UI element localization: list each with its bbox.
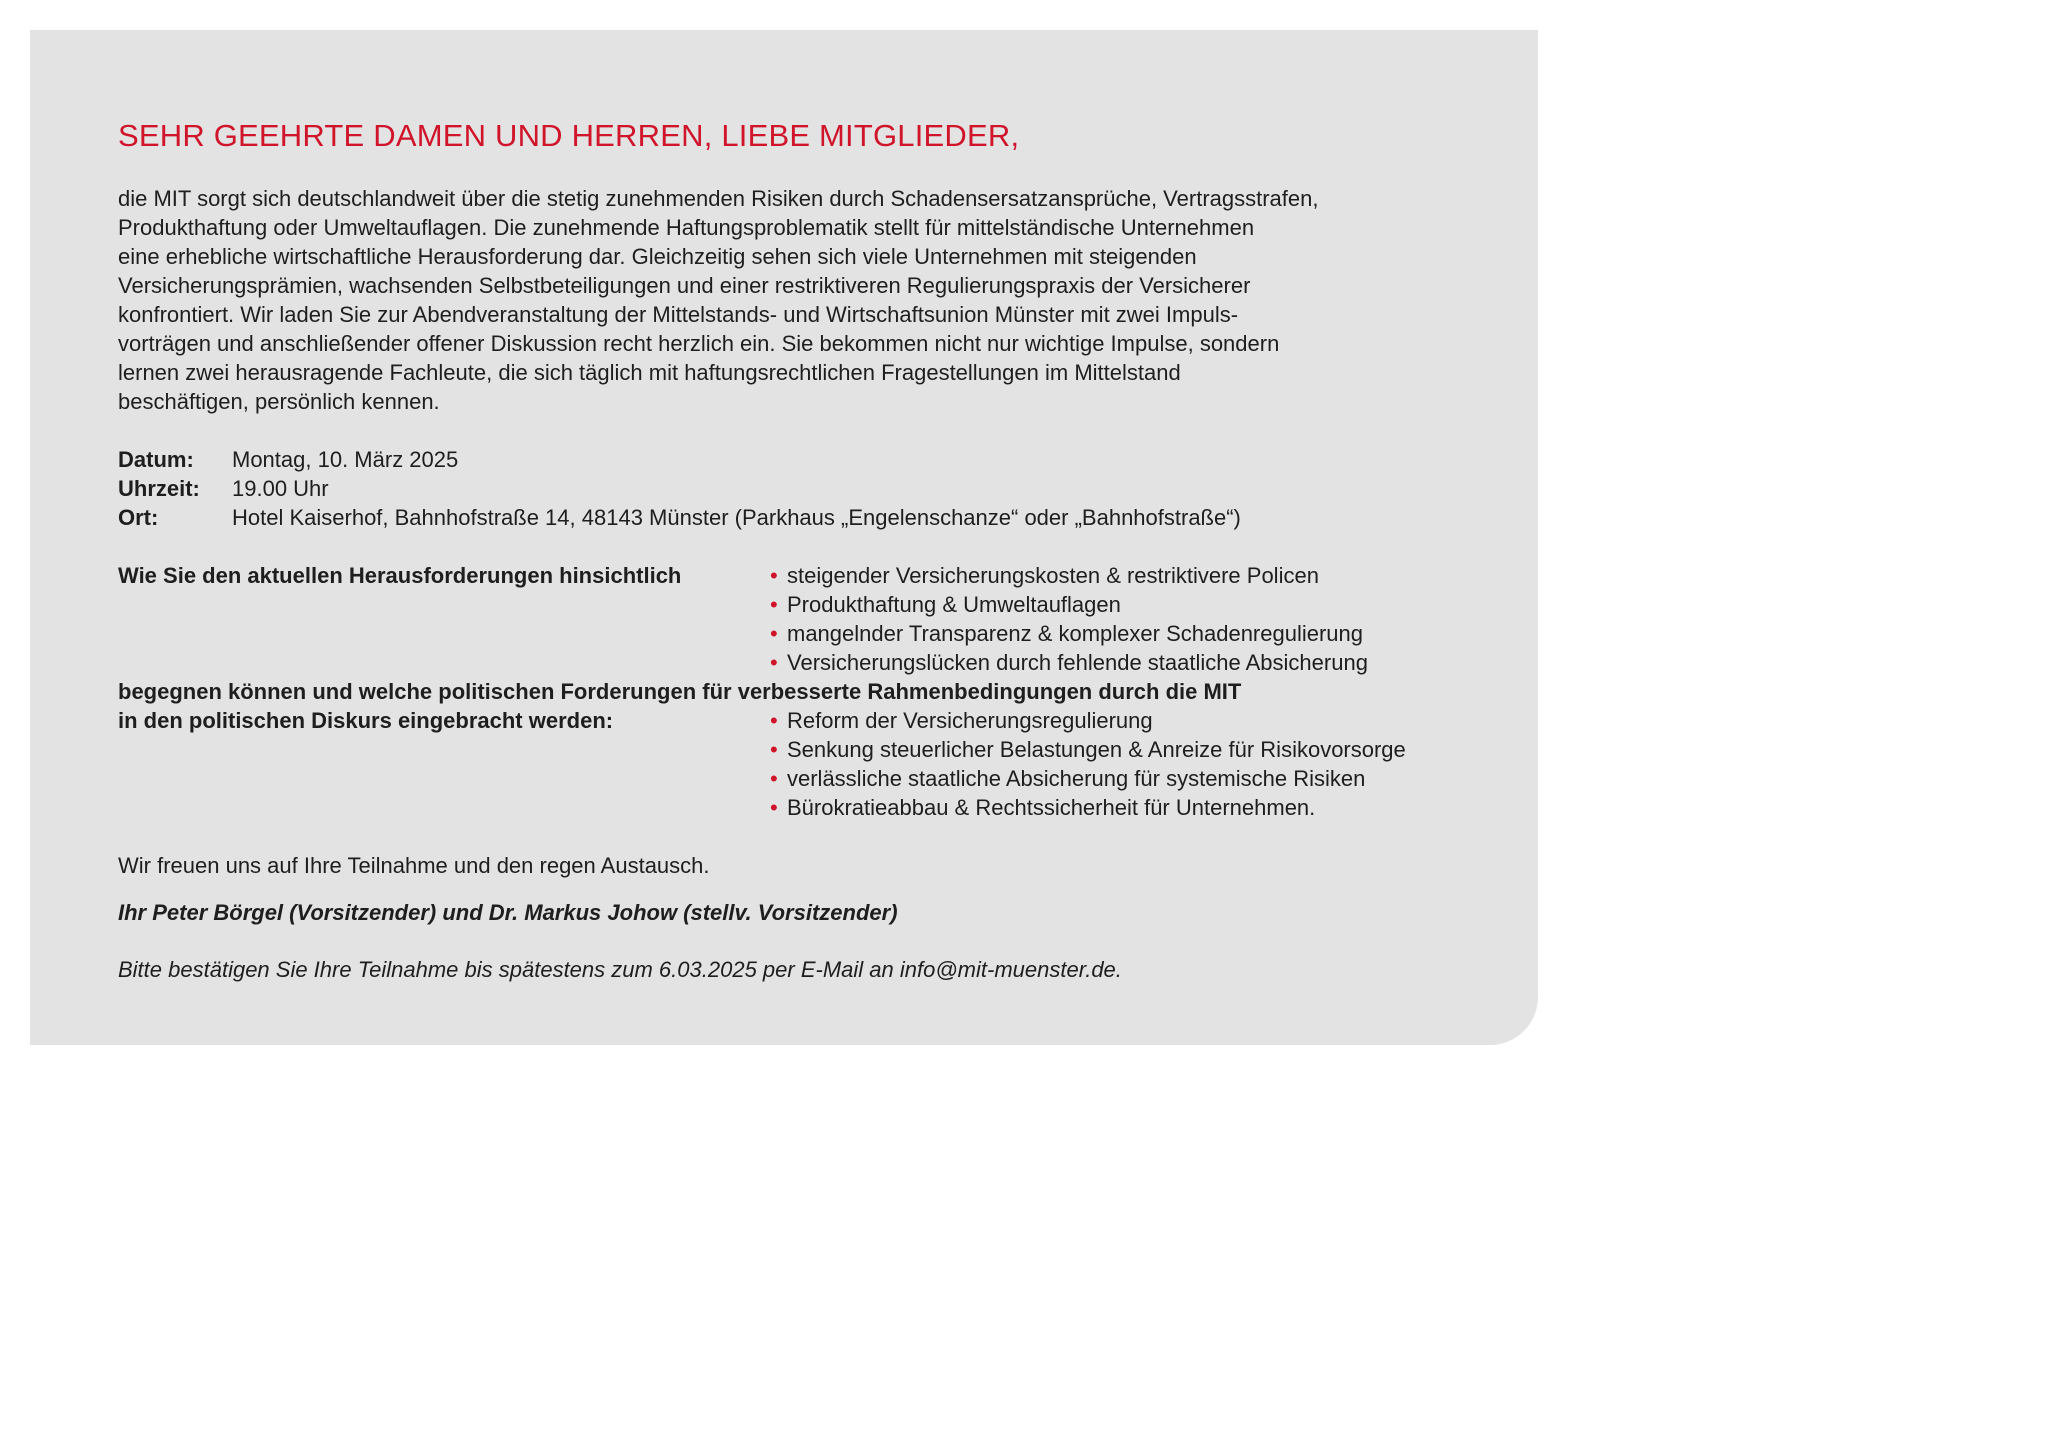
demands-lead-line1: begegnen können und welche politischen Forderungen für verbesserte Rahmenbedingungen durch die MIT bbox=[118, 679, 1242, 704]
intro-line: Produkthaftung oder Umweltauflagen. Die zunehmende Haftungsproblematik stellt für mittelständische Unternehmen bbox=[118, 215, 1255, 240]
bullet-icon: • bbox=[770, 563, 778, 588]
intro-line: beschäftigen, persönlich kennen. bbox=[118, 389, 440, 414]
challenge-item-text: mangelnder Transparenz & komplexer Schadenregulierung bbox=[787, 621, 1364, 646]
demand-item-text: verlässliche staatliche Absicherung für systemische Risiken bbox=[787, 766, 1366, 791]
challenge-item bbox=[770, 648, 1368, 677]
intro-line: eine erhebliche wirtschaftliche Herausforderung dar. Gleichzeitig sehen sich viele Unternehmen mit steigenden bbox=[118, 244, 1197, 269]
event-time-label: Uhrzeit: bbox=[118, 476, 200, 501]
demand-item bbox=[770, 735, 1406, 764]
demands-lead-line2: in den politischen Diskurs eingebracht werden: bbox=[118, 708, 614, 733]
bullet-icon: • bbox=[770, 592, 778, 617]
bullet-icon: • bbox=[770, 650, 778, 675]
intro-line: Versicherungsprämien, wachsenden Selbstbeteiligungen und einer restriktiveren Regulierungspraxis der Versicherer bbox=[118, 273, 1251, 298]
demand-item bbox=[770, 793, 1406, 822]
event-date-value: Montag, 10. März 2025 bbox=[232, 447, 459, 472]
event-place-row bbox=[118, 503, 1518, 532]
event-date-label: Datum: bbox=[118, 447, 194, 472]
bullet-icon: • bbox=[770, 621, 778, 646]
salutation-heading: SEHR GEEHRTE DAMEN UND HERREN, LIEBE MITGLIEDER, bbox=[118, 118, 1020, 153]
event-date-row bbox=[118, 445, 1518, 474]
demand-item bbox=[770, 764, 1406, 793]
bullet-icon: • bbox=[770, 737, 778, 762]
rsvp-note: Bitte bestätigen Sie Ihre Teilnahme bis spätestens zum 6.03.2025 per E-Mail an info@mit-muenster.de. bbox=[118, 957, 1122, 982]
challenge-item-text: Produkthaftung & Umweltauflagen bbox=[787, 592, 1121, 617]
closing-sentence: Wir freuen uns auf Ihre Teilnahme und den regen Austausch. bbox=[118, 853, 710, 878]
intro-line: konfrontiert. Wir laden Sie zur Abendveranstaltung der Mittelstands- und Wirtschaftsunion Münster mit zwei Impuls- bbox=[118, 302, 1239, 327]
intro-line: die MIT sorgt sich deutschlandweit über die stetig zunehmenden Risiken durch Schadensersatzansprüche, Vertragsstrafen, bbox=[118, 186, 1319, 211]
challenge-item-text: steigender Versicherungskosten & restriktivere Policen bbox=[787, 563, 1319, 588]
bullet-icon: • bbox=[770, 795, 778, 820]
challenge-item-text: Versicherungslücken durch fehlende staatliche Absicherung bbox=[787, 650, 1368, 675]
bullet-icon: • bbox=[770, 766, 778, 791]
challenges-lead: Wie Sie den aktuellen Herausforderungen hinsichtlich bbox=[118, 563, 682, 588]
demands-block bbox=[118, 706, 1518, 822]
signature-line: Ihr Peter Börgel (Vorsitzender) und Dr. Markus Johow (stellv. Vorsitzender) bbox=[118, 900, 898, 925]
event-details bbox=[118, 445, 1518, 532]
topics-section bbox=[118, 561, 1518, 822]
intro-paragraph bbox=[118, 184, 1498, 416]
demand-item-text: Reform der Versicherungsregulierung bbox=[787, 708, 1153, 733]
event-time-value: 19.00 Uhr bbox=[232, 476, 329, 501]
demand-item bbox=[770, 706, 1406, 735]
demand-item-text: Bürokratieabbau & Rechtssicherheit für Unternehmen. bbox=[787, 795, 1316, 820]
challenges-list bbox=[770, 561, 1368, 677]
bullet-icon: • bbox=[770, 708, 778, 733]
event-time-row bbox=[118, 474, 1518, 503]
event-place-value: Hotel Kaiserhof, Bahnhofstraße 14, 48143 Münster (Parkhaus „Engelenschanze“ oder „Bahnhofstraße“) bbox=[232, 505, 1241, 530]
invitation-content bbox=[118, 116, 1518, 984]
demands-list bbox=[770, 706, 1406, 822]
challenge-item bbox=[770, 561, 1368, 590]
invitation-card bbox=[30, 30, 1538, 1045]
event-place-label: Ort: bbox=[118, 505, 159, 530]
intro-line: lernen zwei herausragende Fachleute, die sich täglich mit haftungsrechtlichen Fragestellungen im Mittelstand bbox=[118, 360, 1181, 385]
challenge-item bbox=[770, 590, 1368, 619]
challenges-block bbox=[118, 561, 1518, 677]
intro-line: vorträgen und anschließender offener Diskussion recht herzlich ein. Sie bekommen nicht nur wichtige Impulse, sondern bbox=[118, 331, 1280, 356]
challenge-item bbox=[770, 619, 1368, 648]
demand-item-text: Senkung steuerlicher Belastungen & Anreize für Risikovorsorge bbox=[787, 737, 1406, 762]
